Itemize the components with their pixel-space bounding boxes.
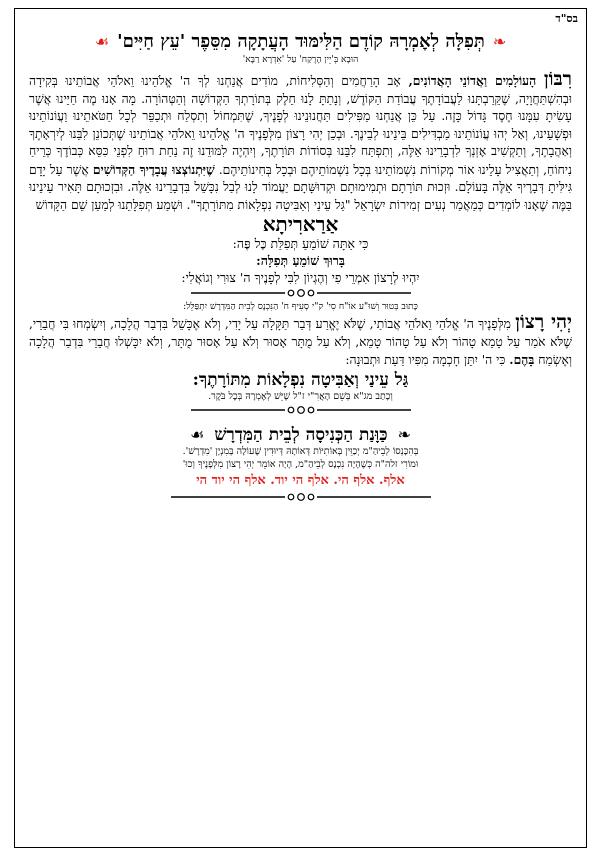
page-title: תְּפִלָּה לְאׇמְרָהּ קוֹדֶם הַלִּימּוּד הָעֲתָקָה מִסֵּפֶר 'עֵץ חַיִּים' bbox=[117, 31, 485, 52]
prayer-2-text: מִלְּפָנֶיךָ ה' אֱלֹהַי וֵאלֹהֵי אֲבוֹתַי, שֶׁלֹּא יֶאֱרַע דְּבַר תַּקָּלָה עַל יָדִי, וְלֹא אֶכָּשֵׁל בִּדְבַר הֲלָכָה, וְיִשְׂמְחוּ בִּי חֲבֵרַי, שֶׁלֹּא אֹמַר עַל טָמֵא טָהוֹר וְלֹא עַל טָהוֹר טָמֵא, וְלֹא עַל מֻתָּר אָסוּר וְלֹא עַל אָסוּר מֻתָּר, וְלֹא יִכָּשְׁלוּ חֲבֵרַי בִּדְבַר הֲלָכָה וְאֶשְׂמַח bbox=[29, 317, 572, 367]
prayer-2-tail-bold: בָּהֶם. bbox=[509, 352, 535, 367]
key-verse: גַּל עֵינַי וְאַבִּיטָה נִפְלָאוֹת מִתּוֹרָתֶךָ: bbox=[192, 369, 409, 390]
source-note: כָּתוּב בְּטוּר וְשׁוּ"ע אוֹ"ח סִי' ק"י סְעִיף ח' הַנִּכְנָס לְבֵית הַמִּדְרָשׁ יִתְפַּלֵּל: bbox=[183, 302, 418, 312]
ornament-divider-3 bbox=[29, 492, 572, 502]
ornament-divider-2 bbox=[29, 405, 572, 415]
title-row bbox=[29, 31, 572, 52]
closing-line-2: בָּרוּךְ שׁוֹמֵעַ תְּפִלָּה: bbox=[256, 253, 345, 268]
document-page bbox=[14, 8, 587, 848]
prayer-2-tail: כִּי ה' יִתֵּן חָכְמָה מִפִּיו דַּעַת וּתְבוּנָה: bbox=[345, 353, 506, 367]
section-2-title-row bbox=[29, 425, 572, 445]
section-2-title: כַּוָּנַת הַכְּנִיסָה לְבֵית הַמִּדְרָשׁ bbox=[214, 424, 388, 445]
flourish-left-icon: ☙ bbox=[94, 32, 110, 51]
prayer-bold-phrase: שֶׁיִּתְנוֹצְצוּ עֲבָדֶיךָ הַקְּדוֹשִׁים bbox=[92, 161, 215, 177]
prayer-initial: רִבּוֹן bbox=[543, 68, 573, 90]
prayer-body bbox=[29, 68, 573, 214]
morning-note: וְכָתַב מג"א בְּשֵׁם הָאֲרִ"י ז"ל שֶׁיֵּשׁ לְאׇמְרָהּ בְּכׇל בֹּקֶר. bbox=[208, 390, 393, 402]
flourish-right-icon: ❧ bbox=[492, 32, 507, 51]
section-2-flourish-right-icon: ❧ bbox=[397, 425, 411, 444]
ornament-divider-1 bbox=[29, 288, 572, 298]
page-subtitle: הוּבָא בְּ'יֵין הָרֶקַח' עַל 'אִדְרָא רַבָּא' bbox=[242, 55, 359, 65]
content bbox=[29, 29, 572, 504]
bsd-header: בס"ד bbox=[555, 12, 578, 25]
divine-letters-line: אלף. אלף הי. אלף הי יוד. אלף הי יוד הי bbox=[196, 472, 405, 488]
prayer-2-opening: יְהִי רָצוֹן bbox=[515, 311, 572, 333]
section-2-flourish-left-icon: ☙ bbox=[190, 425, 205, 444]
prayer-paragraph-3: אֲשֶׁר עַל יָדָם גִּילִּיתָ דְּבָרֶיךָ אֵלֶּה בָּעוֹלָם. וּזְכוּת תּוֹרָתָם וּתְמִימוּתָם וּקְדוּשָּׁתָם יַעֲמוֹד לָנוּ לְבַל נִכָּשֵׁל בִּדְבָרֵינוּ אֵלֶּה. וּבִזְכוּתָם תָּאִיר עֵינֵינוּ בַּמֶּה שֶׁאָנוּ לוֹמְדִים כְּמַאֲמַר נְעִים זְמִירוֹת יִשְׂרָאֵל "גַּל עֵינַי וְאַבִּיטָה נִפְלָאוֹת מִתּוֹרָתֶךָ". וּשְׁמַע תְּפִלָּתֵנוּ לְמַעַן שֵׁם הַקָּדוֹשׁ bbox=[29, 162, 572, 212]
closing-line-3: יִהְיוּ לְרָצוֹן אִמְרֵי פִי וְהֶגְיוֹן לִבִּי לְפָנֶיךָ ה' צוּרִי וְגוֹאֲלִי: bbox=[181, 270, 420, 285]
section-2-line-1: בְּהִכָּנְסוֹ לְבֵיהַ"מ יְכַוֵּין בְּאוֹתִיּוֹת דְּאוֹתָהּ דְּיוּדִין שֶׁעוֹלָה בְּמִנְיָן 'מִדְרָשׁ'. bbox=[182, 445, 419, 457]
prayer-paragraph-1: אָב הָרַחֲמִים וְהַסְּלִיחוֹת, מוֹדִים אֲנַחְנוּ לְךָ ה' אֱלֹהֵינוּ וֵאלֹהֵי אֲבוֹתֵינוּ בְּקִידָה וּבְהִשְׁתַּחֲוָיָה, שֶׁקֵּרַבְתָּנוּ לַעֲבוֹדָתֶךָ עֲבוֹדַת הַקּוֹדֶשׁ, וְנָתַתָּ לָנוּ חֵלֶק בְּתוֹרָתְךָ הַקְּדוֹשָׁה וְהַטְּהוֹרָה. מָה אָנוּ מֶה חַיֵּינוּ אֲשֶׁר עָשִׂיתָ עִמָּנוּ חֶסֶד גָּדוֹל כָּזֶה. עַל כֵּן אֲנַחְנוּ מַפִּילִים תַּחֲנוּנֵינוּ לְפָנֶיךָ, שֶׁתִּמְחוֹל וְתִסְלַח וּתְכַפֵּר לְכָל חַטֹּאתֵינוּ וַעֲוֹנוֹתֵינוּ וּפְשָׁעֵינוּ, וְאַל יְהוּ עֲוֹנוֹתֵינוּ מַבְדִּילִים בֵּינֵינוּ לְבֵינֶךָ. bbox=[29, 74, 572, 141]
prayer-opening: הָעוֹלָמִים וַאֲדוֹנֵי הָאֲדוֹנִים, bbox=[408, 73, 537, 88]
prayer-paragraph-2: וּבְכֵן יְהִי רָצוֹן מִלְּפָנֶיךָ ה' אֱלֹהֵינוּ וֵאלֹהֵי אֲבוֹתֵינוּ שֶׁתְּכוֹנֵן לִבֵּנוּ לְיִרְאָתֶךָ וְאַהֲבָתֶךָ, וְתַקְשִׁיב אׇזְנְךָ לִדְבָרֵינוּ אֵלֶּה, וְתִפְתַּח לִבֵּנוּ בְּסוֹדוֹת תּוֹרָתֶךָ, וְיִהְיֶה לִמּוּדֵנוּ זֶה נַחַת רוּחַ לִפְנֵי כִּסֵּא כְּבוֹדֶךָ כְּרֵיחַ נִיחוֹחַ, וְתַאֲצִיל עָלֵינוּ אוֹר מְקוֹרוֹת נִשְׁמוֹתֵינוּ בְּכָל נִשְׁמוֹתֵיהֶם וּבְכָל בְּחִינוֹתֵיהֶם. bbox=[29, 126, 572, 177]
divine-name: אַרַארִיתָא bbox=[262, 212, 339, 236]
closing-line-1: כִּי אַתָּה שׁוֹמֵעַ תְּפִלַּת כׇּל פֶּה: bbox=[232, 236, 369, 251]
section-2-line-2: וּמוֹרִי זלה"ה כְּשֶׁהָיָה נִכְנָס לְבֵיהַ"מ, הָיָה אוֹמֵר יְהִי רָצוֹן מִלְּפָנֶיךָ וְכוּ' bbox=[182, 458, 419, 470]
prayer-2-body bbox=[29, 311, 572, 370]
